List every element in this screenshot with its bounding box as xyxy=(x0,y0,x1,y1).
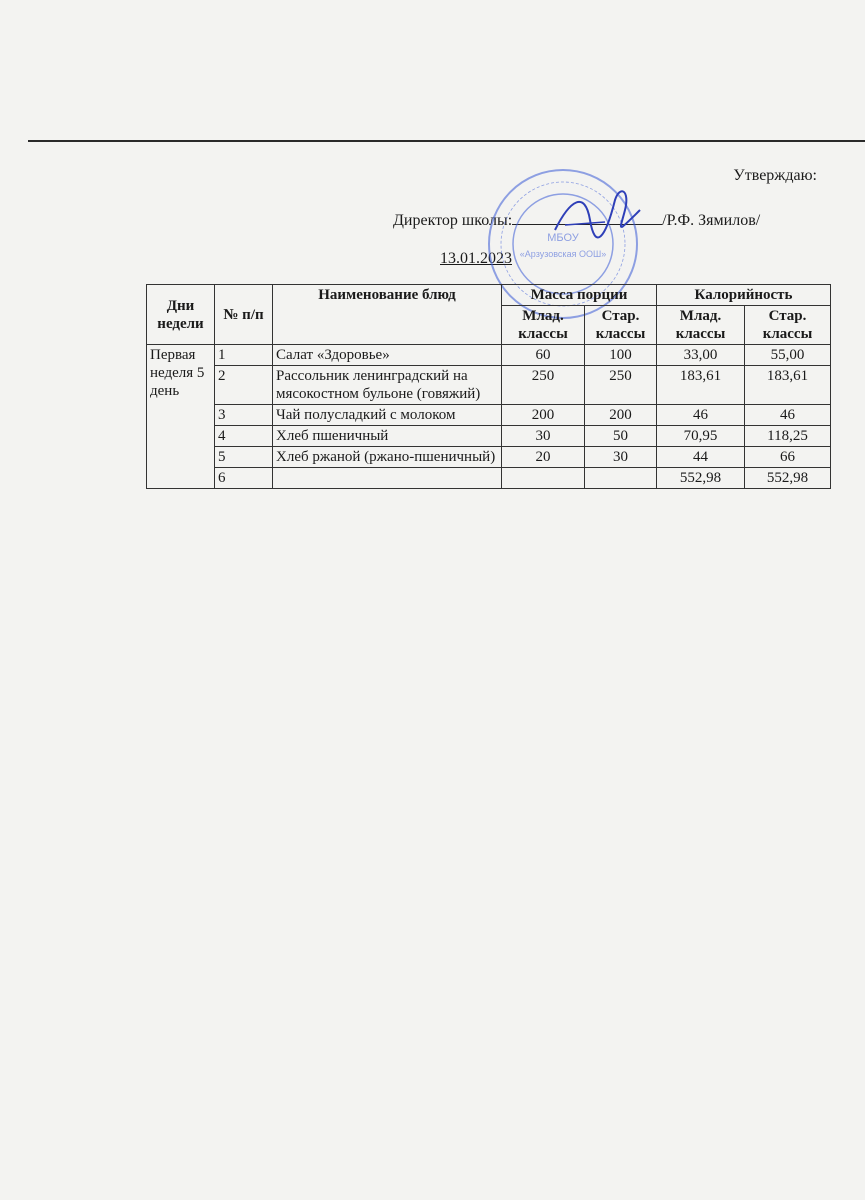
header-calories: Калорийность xyxy=(657,285,831,306)
dish-name xyxy=(273,468,502,489)
mass-senior xyxy=(585,468,657,489)
mass-junior: 250 xyxy=(502,366,585,405)
mass-junior: 200 xyxy=(502,405,585,426)
approval-date: 13.01.2023 xyxy=(440,250,512,267)
director-label: Директор школы: xyxy=(393,212,513,229)
table-row xyxy=(147,405,831,426)
table-row xyxy=(147,426,831,447)
row-num: 2 xyxy=(215,366,273,405)
cal-senior: 46 xyxy=(745,405,831,426)
cal-senior: 552,98 xyxy=(745,468,831,489)
cal-senior: 55,00 xyxy=(745,345,831,366)
mass-senior: 50 xyxy=(585,426,657,447)
row-num: 4 xyxy=(215,426,273,447)
mass-junior: 20 xyxy=(502,447,585,468)
director-name: /Р.Ф. Зямилов/ xyxy=(662,212,761,229)
menu-table xyxy=(146,284,831,489)
table-row xyxy=(147,366,831,405)
day-label: Первая неделя 5 день xyxy=(147,345,215,489)
cal-junior: 552,98 xyxy=(657,468,745,489)
header-cal-junior: Млад. классы xyxy=(657,306,745,345)
mass-junior xyxy=(502,468,585,489)
header-cal-senior: Стар. классы xyxy=(745,306,831,345)
row-num: 1 xyxy=(215,345,273,366)
stamp-sub-text: «Арзузовская ООШ» xyxy=(519,249,607,259)
row-num: 5 xyxy=(215,447,273,468)
header-mass-junior: Млад. классы xyxy=(502,306,585,345)
dish-name: Хлеб ржаной (ржано-пшеничный) xyxy=(273,447,502,468)
dish-name: Рассольник ленинградский на мясокостном бульоне (говяжий) xyxy=(273,366,502,405)
mass-junior: 60 xyxy=(502,345,585,366)
mass-junior: 30 xyxy=(502,426,585,447)
dish-name: Салат «Здоровье» xyxy=(273,345,502,366)
approve-label: Утверждаю: xyxy=(733,167,817,184)
stamp-center-text: МБОУ xyxy=(547,232,579,244)
cal-senior: 66 xyxy=(745,447,831,468)
cal-junior: 183,61 xyxy=(657,366,745,405)
header-dish: Наименование блюд xyxy=(273,285,502,345)
top-rule xyxy=(28,140,865,142)
dish-name: Хлеб пшеничный xyxy=(273,426,502,447)
mass-senior: 30 xyxy=(585,447,657,468)
cal-junior: 70,95 xyxy=(657,426,745,447)
row-num: 3 xyxy=(215,405,273,426)
dish-name: Чай полусладкий с молоком xyxy=(273,405,502,426)
cal-junior: 44 xyxy=(657,447,745,468)
header-mass: Масса порции xyxy=(502,285,657,306)
cal-junior: 33,00 xyxy=(657,345,745,366)
header-num: № п/п xyxy=(215,285,273,345)
signature-scribble xyxy=(545,180,655,250)
header-mass-senior: Стар. классы xyxy=(585,306,657,345)
mass-senior: 200 xyxy=(585,405,657,426)
cal-senior: 183,61 xyxy=(745,366,831,405)
table-row xyxy=(147,345,831,366)
row-num: 6 xyxy=(215,468,273,489)
mass-senior: 100 xyxy=(585,345,657,366)
mass-senior: 250 xyxy=(585,366,657,405)
cal-junior: 46 xyxy=(657,405,745,426)
table-row xyxy=(147,447,831,468)
cal-senior: 118,25 xyxy=(745,426,831,447)
table-row xyxy=(147,468,831,489)
header-days: Дни недели xyxy=(147,285,215,345)
